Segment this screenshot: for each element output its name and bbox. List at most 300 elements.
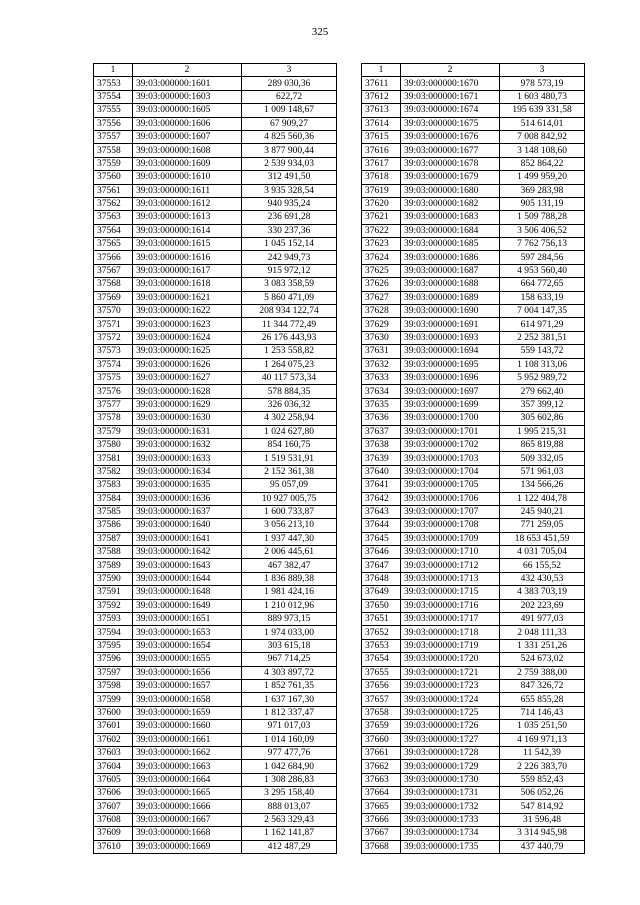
row-number-cell: 37561 bbox=[94, 184, 133, 197]
value-cell: 134 566,26 bbox=[500, 479, 585, 492]
value-cell: 305 602,86 bbox=[500, 412, 585, 425]
table-row bbox=[362, 733, 585, 746]
row-number-cell: 37589 bbox=[94, 559, 133, 572]
row-number-cell: 37587 bbox=[94, 532, 133, 545]
row-number-cell: 37655 bbox=[362, 666, 401, 679]
cadastral-number-cell: 39:03:000000:1703 bbox=[401, 452, 500, 465]
value-cell: 7 762 756,13 bbox=[500, 238, 585, 251]
row-number-cell: 37610 bbox=[94, 840, 133, 853]
value-cell: 1 637 167,30 bbox=[242, 693, 337, 706]
row-number-cell: 37666 bbox=[362, 813, 401, 826]
row-number-cell: 37659 bbox=[362, 720, 401, 733]
value-cell: 854 160,75 bbox=[242, 438, 337, 451]
value-cell: 195 639 331,58 bbox=[500, 104, 585, 117]
cadastral-number-cell: 39:03:000000:1710 bbox=[401, 546, 500, 559]
cadastral-number-cell: 39:03:000000:1648 bbox=[133, 586, 242, 599]
value-cell: 4 031 705,04 bbox=[500, 546, 585, 559]
cadastral-number-cell: 39:03:000000:1677 bbox=[401, 144, 500, 157]
table-row bbox=[94, 412, 337, 425]
value-cell: 31 596,48 bbox=[500, 813, 585, 826]
cadastral-number-cell: 39:03:000000:1705 bbox=[401, 479, 500, 492]
row-number-cell: 37600 bbox=[94, 706, 133, 719]
row-number-cell: 37583 bbox=[94, 479, 133, 492]
row-number-cell: 37647 bbox=[362, 559, 401, 572]
cadastral-number-cell: 39:03:000000:1634 bbox=[133, 465, 242, 478]
row-number-cell: 37618 bbox=[362, 171, 401, 184]
row-number-cell: 37627 bbox=[362, 291, 401, 304]
cadastral-number-cell: 39:03:000000:1606 bbox=[133, 117, 242, 130]
value-cell: 66 155,52 bbox=[500, 559, 585, 572]
value-cell: 1 519 531,91 bbox=[242, 452, 337, 465]
cadastral-number-cell: 39:03:000000:1618 bbox=[133, 278, 242, 291]
cadastral-number-cell: 39:03:000000:1719 bbox=[401, 639, 500, 652]
value-cell: 655 855,28 bbox=[500, 693, 585, 706]
table-row bbox=[94, 639, 337, 652]
value-cell: 509 332,05 bbox=[500, 452, 585, 465]
row-number-cell: 37642 bbox=[362, 492, 401, 505]
value-cell: 4 825 560,36 bbox=[242, 130, 337, 143]
table-row bbox=[362, 425, 585, 438]
cadastral-number-cell: 39:03:000000:1658 bbox=[133, 693, 242, 706]
table-row bbox=[94, 371, 337, 384]
row-number-cell: 37653 bbox=[362, 639, 401, 652]
table-row bbox=[94, 760, 337, 773]
value-cell: 357 399,12 bbox=[500, 398, 585, 411]
value-cell: 7 004 147,35 bbox=[500, 305, 585, 318]
table-row bbox=[94, 666, 337, 679]
cadastral-number-cell: 39:03:000000:1667 bbox=[133, 813, 242, 826]
cadastral-number-cell: 39:03:000000:1721 bbox=[401, 666, 500, 679]
value-cell: 491 977,03 bbox=[500, 613, 585, 626]
data-table-right bbox=[361, 63, 585, 854]
table-row bbox=[94, 572, 337, 585]
value-cell: 1 937 447,30 bbox=[242, 532, 337, 545]
table-row bbox=[94, 104, 337, 117]
table-row bbox=[94, 613, 337, 626]
cadastral-number-cell: 39:03:000000:1661 bbox=[133, 733, 242, 746]
cadastral-number-cell: 39:03:000000:1730 bbox=[401, 773, 500, 786]
value-cell: 4 303 897,72 bbox=[242, 666, 337, 679]
cadastral-number-cell: 39:03:000000:1664 bbox=[133, 773, 242, 786]
value-cell: 1 331 251,26 bbox=[500, 639, 585, 652]
cadastral-number-cell: 39:03:000000:1603 bbox=[133, 90, 242, 103]
cadastral-number-cell: 39:03:000000:1663 bbox=[133, 760, 242, 773]
cadastral-number-cell: 39:03:000000:1607 bbox=[133, 130, 242, 143]
value-cell: 1 812 337,47 bbox=[242, 706, 337, 719]
cadastral-number-cell: 39:03:000000:1732 bbox=[401, 800, 500, 813]
value-cell: 967 714,25 bbox=[242, 653, 337, 666]
cadastral-number-cell: 39:03:000000:1695 bbox=[401, 358, 500, 371]
row-number-cell: 37591 bbox=[94, 586, 133, 599]
table-row bbox=[94, 345, 337, 358]
table-row bbox=[94, 144, 337, 157]
value-cell: 1 836 889,38 bbox=[242, 572, 337, 585]
cadastral-number-cell: 39:03:000000:1651 bbox=[133, 613, 242, 626]
table-row bbox=[362, 787, 585, 800]
cadastral-number-cell: 39:03:000000:1728 bbox=[401, 746, 500, 759]
value-cell: 1 162 141,87 bbox=[242, 827, 337, 840]
cadastral-number-cell: 39:03:000000:1709 bbox=[401, 532, 500, 545]
row-number-cell: 37622 bbox=[362, 224, 401, 237]
value-cell: 2 252 381,51 bbox=[500, 331, 585, 344]
value-cell: 1 509 788,28 bbox=[500, 211, 585, 224]
table-row bbox=[362, 639, 585, 652]
value-cell: 2 048 111,33 bbox=[500, 626, 585, 639]
row-number-cell: 37586 bbox=[94, 519, 133, 532]
value-cell: 978 573,19 bbox=[500, 77, 585, 90]
value-cell: 5 952 989,72 bbox=[500, 371, 585, 384]
page-number: 325 bbox=[311, 26, 329, 38]
data-table-left bbox=[93, 63, 337, 854]
row-number-cell: 37568 bbox=[94, 278, 133, 291]
row-number-cell: 37574 bbox=[94, 358, 133, 371]
value-cell: 2 226 383,70 bbox=[500, 760, 585, 773]
table-row bbox=[94, 398, 337, 411]
row-number-cell: 37620 bbox=[362, 197, 401, 210]
table-row bbox=[94, 559, 337, 572]
cadastral-number-cell: 39:03:000000:1625 bbox=[133, 345, 242, 358]
table-row bbox=[362, 519, 585, 532]
cadastral-number-cell: 39:03:000000:1689 bbox=[401, 291, 500, 304]
value-cell: 467 382,47 bbox=[242, 559, 337, 572]
row-number-cell: 37634 bbox=[362, 385, 401, 398]
table-row bbox=[94, 238, 337, 251]
table-row bbox=[362, 412, 585, 425]
cadastral-number-cell: 39:03:000000:1699 bbox=[401, 398, 500, 411]
row-number-cell: 37660 bbox=[362, 733, 401, 746]
value-cell: 664 772,65 bbox=[500, 278, 585, 291]
cadastral-number-cell: 39:03:000000:1704 bbox=[401, 465, 500, 478]
table-row bbox=[362, 653, 585, 666]
value-cell: 940 935,24 bbox=[242, 197, 337, 210]
value-cell: 1 600 733,87 bbox=[242, 505, 337, 518]
value-cell: 303 615,18 bbox=[242, 639, 337, 652]
table-row bbox=[94, 746, 337, 759]
table-row bbox=[94, 291, 337, 304]
row-number-cell: 37558 bbox=[94, 144, 133, 157]
table-row bbox=[94, 840, 337, 853]
row-number-cell: 37605 bbox=[94, 773, 133, 786]
cadastral-number-cell: 39:03:000000:1662 bbox=[133, 746, 242, 759]
row-number-cell: 37635 bbox=[362, 398, 401, 411]
value-cell: 202 223,69 bbox=[500, 599, 585, 612]
table-row bbox=[94, 532, 337, 545]
value-cell: 158 633,19 bbox=[500, 291, 585, 304]
table-row bbox=[362, 184, 585, 197]
table-row bbox=[94, 197, 337, 210]
cadastral-number-cell: 39:03:000000:1669 bbox=[133, 840, 242, 853]
row-number-cell: 37630 bbox=[362, 331, 401, 344]
value-cell: 40 117 573,34 bbox=[242, 371, 337, 384]
value-cell: 1 981 424,16 bbox=[242, 586, 337, 599]
value-cell: 236 691,28 bbox=[242, 211, 337, 224]
cadastral-number-cell: 39:03:000000:1605 bbox=[133, 104, 242, 117]
table-row bbox=[362, 760, 585, 773]
value-cell: 1 499 959,20 bbox=[500, 171, 585, 184]
row-number-cell: 37632 bbox=[362, 358, 401, 371]
row-number-cell: 37645 bbox=[362, 532, 401, 545]
cadastral-number-cell: 39:03:000000:1630 bbox=[133, 412, 242, 425]
row-number-cell: 37596 bbox=[94, 653, 133, 666]
row-number-cell: 37592 bbox=[94, 599, 133, 612]
cadastral-number-cell: 39:03:000000:1697 bbox=[401, 385, 500, 398]
row-number-cell: 37667 bbox=[362, 827, 401, 840]
row-number-cell: 37556 bbox=[94, 117, 133, 130]
cadastral-number-cell: 39:03:000000:1674 bbox=[401, 104, 500, 117]
row-number-cell: 37607 bbox=[94, 800, 133, 813]
value-cell: 1 042 684,90 bbox=[242, 760, 337, 773]
value-cell: 2 152 361,38 bbox=[242, 465, 337, 478]
row-number-cell: 37557 bbox=[94, 130, 133, 143]
cadastral-number-cell: 39:03:000000:1684 bbox=[401, 224, 500, 237]
cadastral-number-cell: 39:03:000000:1655 bbox=[133, 653, 242, 666]
table-row bbox=[94, 492, 337, 505]
value-cell: 2 759 388,00 bbox=[500, 666, 585, 679]
cadastral-number-cell: 39:03:000000:1660 bbox=[133, 720, 242, 733]
cadastral-number-cell: 39:03:000000:1621 bbox=[133, 291, 242, 304]
value-cell: 95 057,09 bbox=[242, 479, 337, 492]
cadastral-number-cell: 39:03:000000:1622 bbox=[133, 305, 242, 318]
table-row bbox=[362, 385, 585, 398]
value-cell: 597 284,56 bbox=[500, 251, 585, 264]
row-number-cell: 37662 bbox=[362, 760, 401, 773]
cadastral-number-cell: 39:03:000000:1726 bbox=[401, 720, 500, 733]
value-cell: 3 083 358,59 bbox=[242, 278, 337, 291]
table-row bbox=[362, 171, 585, 184]
value-cell: 242 949,73 bbox=[242, 251, 337, 264]
row-number-cell: 37664 bbox=[362, 787, 401, 800]
value-cell: 4 302 258,94 bbox=[242, 412, 337, 425]
value-cell: 1 210 012,96 bbox=[242, 599, 337, 612]
table-row bbox=[362, 251, 585, 264]
cadastral-number-cell: 39:03:000000:1686 bbox=[401, 251, 500, 264]
value-cell: 412 487,29 bbox=[242, 840, 337, 853]
table-row bbox=[94, 505, 337, 518]
table-row bbox=[94, 479, 337, 492]
value-cell: 437 440,79 bbox=[500, 840, 585, 853]
table-row bbox=[94, 278, 337, 291]
value-cell: 4 953 560,40 bbox=[500, 264, 585, 277]
table-row bbox=[94, 425, 337, 438]
cadastral-number-cell: 39:03:000000:1641 bbox=[133, 532, 242, 545]
row-number-cell: 37567 bbox=[94, 264, 133, 277]
row-number-cell: 37663 bbox=[362, 773, 401, 786]
row-number-cell: 37611 bbox=[362, 77, 401, 90]
row-number-cell: 37566 bbox=[94, 251, 133, 264]
row-number-cell: 37565 bbox=[94, 238, 133, 251]
table-row bbox=[362, 90, 585, 103]
table-row bbox=[362, 505, 585, 518]
row-number-cell: 37658 bbox=[362, 706, 401, 719]
table-row bbox=[362, 479, 585, 492]
table-row bbox=[94, 184, 337, 197]
value-cell: 3 314 945,98 bbox=[500, 827, 585, 840]
table-row bbox=[94, 679, 337, 692]
cadastral-number-cell: 39:03:000000:1687 bbox=[401, 264, 500, 277]
cadastral-number-cell: 39:03:000000:1612 bbox=[133, 197, 242, 210]
cadastral-number-cell: 39:03:000000:1644 bbox=[133, 572, 242, 585]
value-cell: 3 877 900,44 bbox=[242, 144, 337, 157]
table-row bbox=[94, 546, 337, 559]
row-number-cell: 37573 bbox=[94, 345, 133, 358]
cadastral-number-cell: 39:03:000000:1610 bbox=[133, 171, 242, 184]
cadastral-number-cell: 39:03:000000:1723 bbox=[401, 679, 500, 692]
table-row bbox=[362, 197, 585, 210]
table-row bbox=[362, 813, 585, 826]
value-cell: 2 563 329,43 bbox=[242, 813, 337, 826]
row-number-cell: 37595 bbox=[94, 639, 133, 652]
table-row bbox=[362, 398, 585, 411]
table-row bbox=[362, 345, 585, 358]
table-row bbox=[94, 813, 337, 826]
row-number-cell: 37626 bbox=[362, 278, 401, 291]
value-cell: 10 927 005,75 bbox=[242, 492, 337, 505]
value-cell: 614 971,29 bbox=[500, 318, 585, 331]
table-row bbox=[94, 733, 337, 746]
cadastral-number-cell: 39:03:000000:1713 bbox=[401, 572, 500, 585]
cadastral-number-cell: 39:03:000000:1727 bbox=[401, 733, 500, 746]
value-cell: 5 860 471,09 bbox=[242, 291, 337, 304]
value-cell: 11 344 772,49 bbox=[242, 318, 337, 331]
value-cell: 506 052,26 bbox=[500, 787, 585, 800]
table-row bbox=[94, 264, 337, 277]
value-cell: 578 884,35 bbox=[242, 385, 337, 398]
row-number-cell: 37629 bbox=[362, 318, 401, 331]
cadastral-number-cell: 39:03:000000:1679 bbox=[401, 171, 500, 184]
cadastral-number-cell: 39:03:000000:1614 bbox=[133, 224, 242, 237]
table-row bbox=[362, 371, 585, 384]
cadastral-number-cell: 39:03:000000:1724 bbox=[401, 693, 500, 706]
row-number-cell: 37594 bbox=[94, 626, 133, 639]
cadastral-number-cell: 39:03:000000:1640 bbox=[133, 519, 242, 532]
cadastral-number-cell: 39:03:000000:1701 bbox=[401, 425, 500, 438]
value-cell: 245 940,21 bbox=[500, 505, 585, 518]
row-number-cell: 37560 bbox=[94, 171, 133, 184]
row-number-cell: 37578 bbox=[94, 412, 133, 425]
cadastral-number-cell: 39:03:000000:1665 bbox=[133, 787, 242, 800]
cadastral-number-cell: 39:03:000000:1637 bbox=[133, 505, 242, 518]
cadastral-number-cell: 39:03:000000:1688 bbox=[401, 278, 500, 291]
value-cell: 1 108 313,06 bbox=[500, 358, 585, 371]
row-number-cell: 37650 bbox=[362, 599, 401, 612]
table-row bbox=[94, 77, 337, 90]
value-cell: 289 030,36 bbox=[242, 77, 337, 90]
value-cell: 514 614,01 bbox=[500, 117, 585, 130]
table-row bbox=[362, 238, 585, 251]
table-row bbox=[362, 532, 585, 545]
table-row bbox=[362, 211, 585, 224]
value-cell: 1 264 075,23 bbox=[242, 358, 337, 371]
table-row bbox=[94, 90, 337, 103]
table-row bbox=[362, 77, 585, 90]
value-cell: 432 430,53 bbox=[500, 572, 585, 585]
value-cell: 330 237,36 bbox=[242, 224, 337, 237]
row-number-cell: 37571 bbox=[94, 318, 133, 331]
value-cell: 4 383 703,19 bbox=[500, 586, 585, 599]
cadastral-number-cell: 39:03:000000:1702 bbox=[401, 438, 500, 451]
cadastral-number-cell: 39:03:000000:1733 bbox=[401, 813, 500, 826]
cadastral-number-cell: 39:03:000000:1708 bbox=[401, 519, 500, 532]
row-number-cell: 37641 bbox=[362, 479, 401, 492]
row-number-cell: 37649 bbox=[362, 586, 401, 599]
cadastral-number-cell: 39:03:000000:1633 bbox=[133, 452, 242, 465]
value-cell: 977 477,76 bbox=[242, 746, 337, 759]
row-number-cell: 37577 bbox=[94, 398, 133, 411]
table-row bbox=[362, 318, 585, 331]
cadastral-number-cell: 39:03:000000:1611 bbox=[133, 184, 242, 197]
value-cell: 2 539 934,03 bbox=[242, 157, 337, 170]
value-cell: 279 662,40 bbox=[500, 385, 585, 398]
row-number-cell: 37580 bbox=[94, 438, 133, 451]
value-cell: 3 935 328,54 bbox=[242, 184, 337, 197]
table-row bbox=[362, 626, 585, 639]
cadastral-number-cell: 39:03:000000:1731 bbox=[401, 787, 500, 800]
cadastral-number-cell: 39:03:000000:1601 bbox=[133, 77, 242, 90]
table-row bbox=[94, 251, 337, 264]
value-cell: 11 542,39 bbox=[500, 746, 585, 759]
table-row bbox=[94, 438, 337, 451]
cadastral-number-cell: 39:03:000000:1671 bbox=[401, 90, 500, 103]
cadastral-number-cell: 39:03:000000:1712 bbox=[401, 559, 500, 572]
row-number-cell: 37579 bbox=[94, 425, 133, 438]
cadastral-number-cell: 39:03:000000:1682 bbox=[401, 197, 500, 210]
value-cell: 547 814,92 bbox=[500, 800, 585, 813]
row-number-cell: 37633 bbox=[362, 371, 401, 384]
value-cell: 2 006 445,61 bbox=[242, 546, 337, 559]
column-header: 2 bbox=[133, 64, 242, 77]
value-cell: 888 013,07 bbox=[242, 800, 337, 813]
row-number-cell: 37576 bbox=[94, 385, 133, 398]
value-cell: 714 146,43 bbox=[500, 706, 585, 719]
table-row bbox=[362, 706, 585, 719]
table-row bbox=[94, 693, 337, 706]
cadastral-number-cell: 39:03:000000:1691 bbox=[401, 318, 500, 331]
row-number-cell: 37624 bbox=[362, 251, 401, 264]
cadastral-number-cell: 39:03:000000:1675 bbox=[401, 117, 500, 130]
cadastral-number-cell: 39:03:000000:1670 bbox=[401, 77, 500, 90]
row-number-cell: 37640 bbox=[362, 465, 401, 478]
row-number-cell: 37643 bbox=[362, 505, 401, 518]
table-row bbox=[94, 331, 337, 344]
table-row bbox=[94, 586, 337, 599]
row-number-cell: 37606 bbox=[94, 787, 133, 800]
table-row bbox=[94, 358, 337, 371]
cadastral-number-cell: 39:03:000000:1678 bbox=[401, 157, 500, 170]
value-cell: 1 035 251,50 bbox=[500, 720, 585, 733]
value-cell: 1 995 215,31 bbox=[500, 425, 585, 438]
table-row bbox=[362, 224, 585, 237]
cadastral-number-cell: 39:03:000000:1696 bbox=[401, 371, 500, 384]
cadastral-number-cell: 39:03:000000:1693 bbox=[401, 331, 500, 344]
cadastral-number-cell: 39:03:000000:1729 bbox=[401, 760, 500, 773]
row-number-cell: 37588 bbox=[94, 546, 133, 559]
table-header-row bbox=[94, 64, 337, 77]
table-row bbox=[362, 291, 585, 304]
value-cell: 1 308 286,83 bbox=[242, 773, 337, 786]
table-row bbox=[362, 679, 585, 692]
cadastral-number-cell: 39:03:000000:1628 bbox=[133, 385, 242, 398]
table-row bbox=[362, 305, 585, 318]
row-number-cell: 37603 bbox=[94, 746, 133, 759]
row-number-cell: 37615 bbox=[362, 130, 401, 143]
row-number-cell: 37631 bbox=[362, 345, 401, 358]
table-row bbox=[94, 653, 337, 666]
value-cell: 1 253 558,82 bbox=[242, 345, 337, 358]
value-cell: 3 148 108,60 bbox=[500, 144, 585, 157]
cadastral-number-cell: 39:03:000000:1608 bbox=[133, 144, 242, 157]
cadastral-number-cell: 39:03:000000:1685 bbox=[401, 238, 500, 251]
cadastral-number-cell: 39:03:000000:1653 bbox=[133, 626, 242, 639]
